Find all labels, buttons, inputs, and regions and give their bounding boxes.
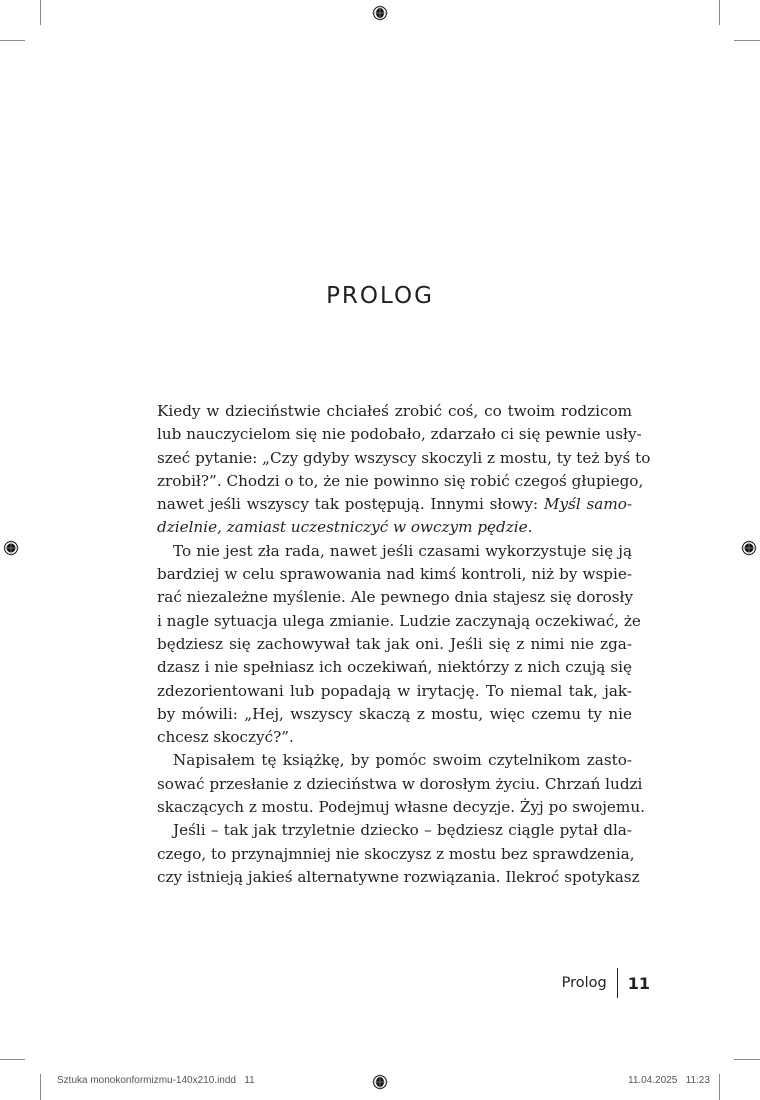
crop-mark-top-left-vertical xyxy=(40,0,41,25)
text-fragment: Napisałem tę książkę, by pomóc swoim czytelnikom zasto- xyxy=(173,751,632,770)
footer-section-title: Prolog xyxy=(561,975,607,991)
slug-file-info: Sztuka monokonformizmu-140x210.indd 11 xyxy=(57,1075,255,1086)
text-line: czy istnieją jakieś alternatywne rozwiązania. Ilekroć spotykasz xyxy=(157,867,640,886)
crop-mark-bottom-right-vertical xyxy=(719,1074,720,1100)
text-fragment: nawet jeśli wszyscy tak postępują. Innymi słowy: xyxy=(157,495,544,514)
crop-mark-top-right-horizontal xyxy=(734,40,760,41)
text-line: skaczących z mostu. Podejmuj własne decyzje. Żyj po swojemu. xyxy=(157,798,645,817)
chapter-title: PROLOG xyxy=(326,283,434,310)
text-line: zdezorientowani lub popadają w irytację. To niemal tak, jak- xyxy=(157,681,632,700)
text-line: by mówili: „Hej, wszyscy skaczą z mostu, więc czemu ty nie xyxy=(157,704,632,723)
crop-mark-bottom-right-horizontal xyxy=(734,1059,760,1060)
crop-mark-top-left-horizontal xyxy=(0,40,25,41)
body-text xyxy=(157,400,651,889)
text-fragment: To nie jest zła rada, nawet jeśli czasami wykorzystuje się ją xyxy=(173,541,632,560)
text-line xyxy=(157,493,632,516)
text-line: i nagle sytuacja ulega zmianie. Ludzie zaczynają oczekiwać, że xyxy=(157,611,641,630)
registration-mark-icon xyxy=(372,5,388,21)
text-line: sować przesłanie z dzieciństwa w dorosłym życiu. Chrzań ludzi xyxy=(157,774,643,793)
page-number: 11 xyxy=(627,973,650,993)
text-line: będziesz się zachowywał tak jak oni. Jeśli się z nimi nie zga- xyxy=(157,634,632,653)
text-line: czego, to przynajmniej nie skoczysz z mostu bez sprawdzenia, xyxy=(157,844,635,863)
text-fragment: Jeśli – tak jak trzyletnie dziecko – będziesz ciągle pytał dla- xyxy=(173,821,632,840)
registration-mark-icon xyxy=(372,1074,388,1090)
crop-mark-bottom-left-horizontal xyxy=(0,1059,25,1060)
text-line xyxy=(157,749,632,772)
running-footer xyxy=(562,968,650,998)
slug-datetime: 11.04.2025 11:23 xyxy=(628,1075,710,1086)
crop-mark-bottom-left-vertical xyxy=(40,1074,41,1100)
footer-divider xyxy=(617,968,618,998)
text-line: lub nauczycielom się nie podobało, zdarzało ci się pewnie usły- xyxy=(157,425,642,444)
text-line xyxy=(157,540,632,563)
text-line xyxy=(157,819,632,842)
text-line: dzasz i nie spełniasz ich oczekiwań, niektórzy z nich czują się xyxy=(157,658,632,677)
registration-mark-icon xyxy=(3,540,19,556)
text-line: szeć pytanie: „Czy gdyby wszyscy skoczyli z mostu, ty też byś to xyxy=(157,448,651,467)
text-line: rać niezależne myślenie. Ale pewnego dnia stajesz się dorosły xyxy=(157,588,634,607)
text-line: bardziej w celu sprawowania nad kimś kontroli, niż by wspie- xyxy=(157,565,632,584)
text-line: Kiedy w dzieciństwie chciałeś zrobić coś, co twoim rodzicom xyxy=(157,402,632,420)
text-line: chcesz skoczyć?”. xyxy=(157,728,294,747)
registration-mark-icon xyxy=(741,540,757,556)
text-line: zrobił?”. Chodzi o to, że nie powinno się robić czegoś głupiego, xyxy=(157,471,644,490)
italic-fragment: Myśl samo- xyxy=(543,495,632,514)
text-line-italic: dzielnie, zamiast uczestniczyć w owczym pędzie. xyxy=(157,518,533,537)
crop-mark-top-right-vertical xyxy=(719,0,720,25)
